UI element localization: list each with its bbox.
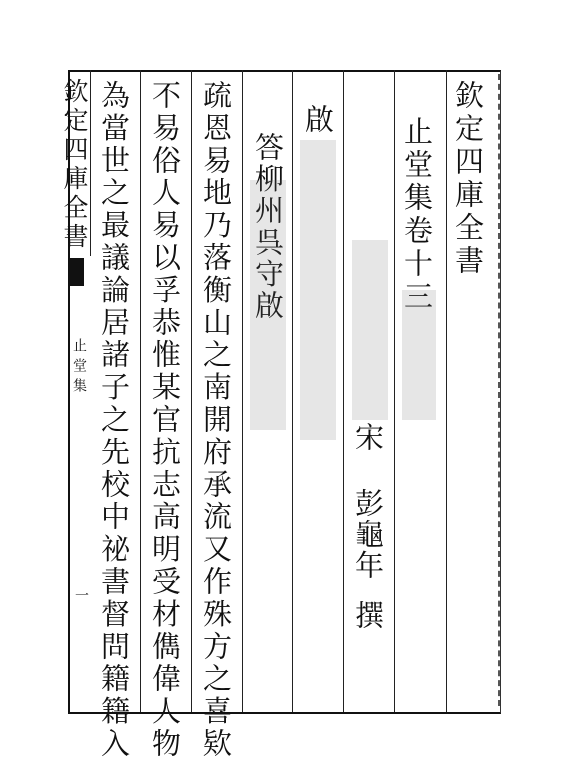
print-through-noise: [352, 240, 388, 420]
volume-title: 止堂集卷十三: [400, 116, 434, 314]
article-title: 答柳州呉守啟: [251, 132, 285, 322]
author-name: 彭龜年: [351, 488, 385, 581]
body-text-column: 為當世之最議論居諸子之先校中祕書督問籍籍入: [97, 80, 131, 761]
author-role: 撰: [351, 600, 385, 633]
column-divider: [394, 70, 395, 712]
margin-page-number: 一: [73, 588, 89, 608]
column-divider: [343, 70, 344, 712]
column-divider: [191, 70, 192, 712]
column-divider: [242, 70, 243, 712]
margin-divider: [90, 70, 91, 256]
dynasty-label: 宋: [351, 422, 385, 455]
margin-book-title: 止堂集: [71, 338, 87, 398]
section-heading: 啟: [301, 104, 335, 137]
column-divider: [292, 70, 293, 712]
body-text-column: 疏恩易地乃落衡山之南開府承流又作殊方之喜欵: [199, 80, 233, 761]
right-edge-dashes: [498, 74, 500, 706]
print-through-noise: [402, 290, 436, 420]
print-through-noise: [250, 180, 286, 430]
print-through-noise: [300, 140, 336, 440]
collection-header: 欽定四庫全書: [451, 80, 485, 278]
column-divider: [140, 70, 141, 712]
margin-collection-title: 欽定四庫全書: [60, 78, 89, 252]
fish-tail-mark: [68, 258, 84, 286]
body-text-column: 不易俗人易以孚恭惟某官抗志高明受材儁偉人物: [148, 80, 182, 761]
column-divider: [446, 70, 447, 712]
